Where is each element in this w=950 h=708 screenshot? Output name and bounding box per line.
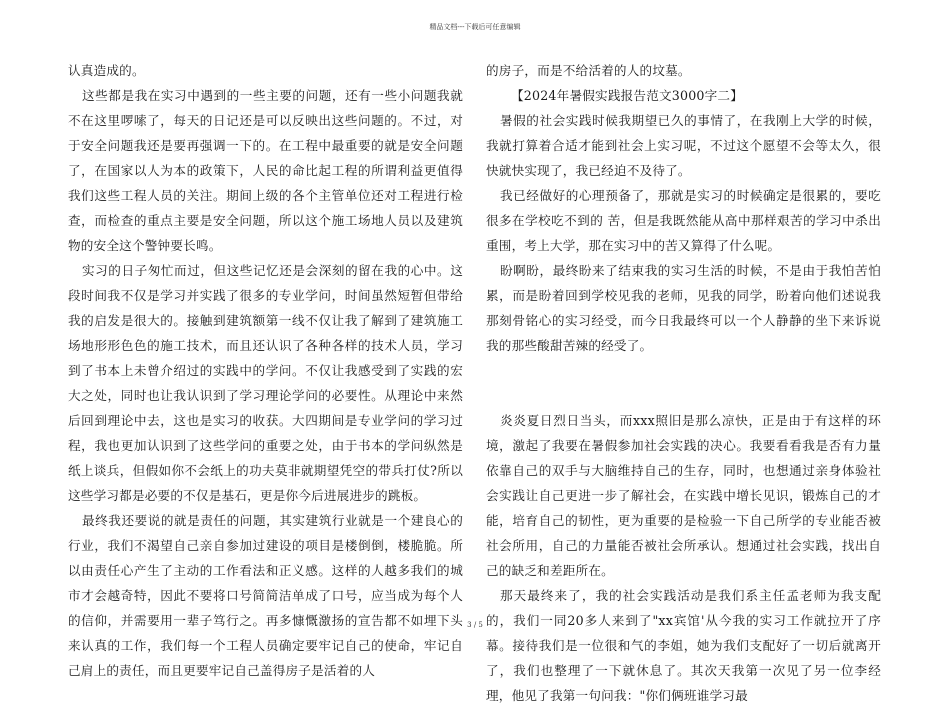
paragraph-safety: 这些都是我在实习中遇到的一些主要的问题，还有一些小问题我就不在这里啰嗦了，每天的日记还是可以反映出这些问题的。不过，对于安全问题我还是要再强调一下的。在工程中最重要的就是安全问题了，在国家以人为本的政策下，人民的命比起工程的所谓利益更值得我们这些工程人员的关注。期间上级的各个主管单位还对工程进行检查，而检查的重点主要是安全问题，所以这个施工场地人员以及建筑物的安全这个警钟要长鸣。 xyxy=(68,88,463,253)
paragraph-gap xyxy=(486,358,881,408)
paragraph-first-day: 那天最终来了，我的社会实践活动是我们系主任孟老师为我支配的，我们一同20多人来到了"xx宾馆'从今我的实习工作就拉开了序幕。接待我们是一位很和气的李姐，她为我们支配好了一切后就离开了，我们也整理了一下就休息了。其次天我第一次见了另一位李经理，他见了我第一句问我："你们俩班谁学习最 xyxy=(486,588,881,703)
paragraph-responsibility: 最终我还要说的就是责任的问题，其实建筑行业就是一个建良心的行业，我们不渴望自己亲自参加过建设的项目是楼倒倒，楼脆脆。所以由责任心产生了主动的工作看法和正义感。这样的人越多我们的城市才会越奇特，因此不要将口号简简洁单成了口号，应当成为每个人的信仰，并需要用一辈子笃行之。再多慷慨激扬的宣告都不如埋下头来认真的工作，我们每一个工程人员确定要牢记自己的使命，牢记自己肩上的责任，而且更要牢记自己盖得房子是活着的人 xyxy=(68,513,463,678)
section-title: 【2024年暑假实践报告范文3000字二】 xyxy=(511,88,744,103)
paragraph-summer-practice: 暑假的社会实践时候我期望已久的事情了，在我刚上大学的时候，我就打算着合适才能到社会上实习呢，不过这个愿望不会等太久，很快就快实现了，我已经迫不及待了。 xyxy=(486,113,881,178)
paragraph-looking-forward: 盼啊盼，最终盼来了结束我的实习生活的时候，不是由于我怕苦怕累，而是盼着回到学校见我的老师，见我的同学，盼着向他们述说我那刻骨铭心的实习经受，而今日我最终可以一个人静静的坐下来诉说我的那些酸甜苦辣的经受了。 xyxy=(486,263,881,353)
paragraph-hot-summer: 炎炎夏日烈日当头，而xxx照旧是那么凉快，正是由于有这样的环境，激起了我要在暑假参加社会实践的决心。我要看看我是否有力量依靠自己的双手与大脑维持自己的生存，同时，也想通过亲身体验社会实践让自己更进一步了解社会，在实践中增长见识，锻炼自己的才能，培育自己的韧性，更为重要的是检验一下自己所学的专业能否被社会所用，自己的力量能否被社会所承认。想通过社会实践，找出自己的缺乏和差距所在。 xyxy=(486,413,881,578)
page-header: 精品文档---下载后可任意编辑 xyxy=(429,23,521,31)
paragraph-internship-memories: 实习的日子匆忙而过，但这些记忆还是会深刻的留在我的心中。这段时间我不仅是学习并实践了很多的专业学问，时间虽然短暂但带给我的启发是很大的。接触到建筑额第一线不仅让我了解到了建筑施工场地形形色色的施工技术，而且还认识了各种各样的技术人员，学习到了书本上未曾介绍过的实践中的学问。不仅让我感受到了实践的宏大之处，同时也让我认识到了学习理论学问的必要性。从理论中来然后回到理论中去，这也是实习的收获。大四期间是专业学问的学习过程，我也更加认识到了这些学问的重要之处，由于书本的学问纵然是纸上谈兵，但假如你不会纸上的功夫莫非就期望凭空的带兵打仗?所以这些学习都是必要的不仅是基石，更是你今后进展进步的跳板。 xyxy=(68,263,463,503)
paragraph-continuation-right: 的房子，而是不给活着的人的坟墓。 xyxy=(486,63,691,78)
paragraph-mental-prep: 我已经做好的心理预备了，那就是实习的时候确定是很累的，要吃很多在学校吃不到的 苦，但是我既然能从高中那样艰苦的学习中杀出重围，考上大学，那在实习中的苦又算得了什么呢。 xyxy=(486,188,881,253)
paragraph-continuation: 认真造成的。 xyxy=(68,63,145,78)
page-number: 3 / 5 xyxy=(467,621,483,629)
left-column xyxy=(68,58,463,683)
right-column xyxy=(486,58,881,708)
